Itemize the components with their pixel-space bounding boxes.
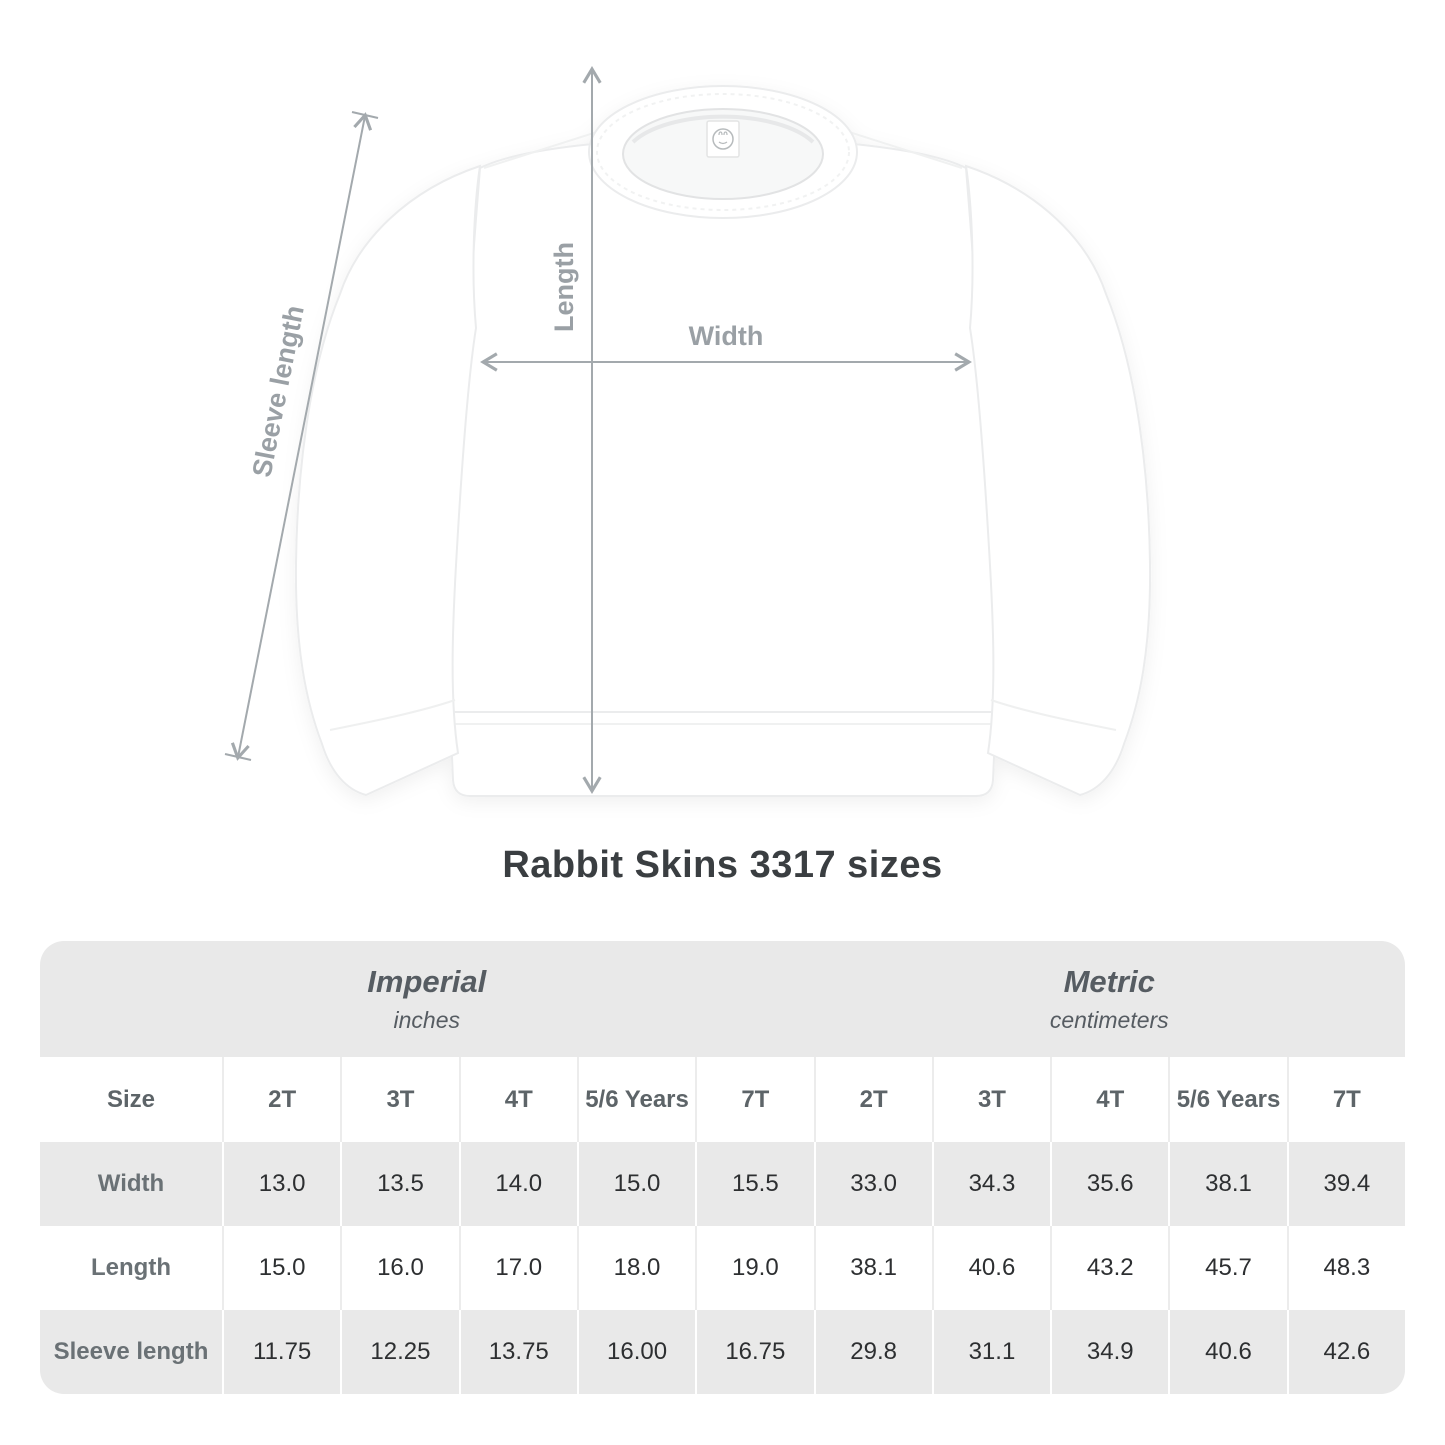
size-column-header: Size bbox=[106, 1085, 156, 1113]
table-row-width bbox=[40, 1142, 1405, 1226]
unit-group-row bbox=[40, 941, 1405, 1057]
metric-title: Metric bbox=[1063, 964, 1155, 999]
length-metric-2t: 38.1 bbox=[814, 1226, 932, 1310]
sleeve-metric-3t: 31.1 bbox=[932, 1310, 1050, 1394]
width-imperial-56y: 15.0 bbox=[577, 1142, 695, 1226]
col-header-metric-7t: 7T bbox=[1287, 1057, 1405, 1142]
sleeve-imperial-56y: 16.00 bbox=[577, 1310, 695, 1394]
sleeve-metric-4t: 34.9 bbox=[1050, 1310, 1168, 1394]
col-header-imperial-4t: 4T bbox=[459, 1057, 577, 1142]
col-header-imperial-7t: 7T bbox=[695, 1057, 813, 1142]
length-imperial-7t: 19.0 bbox=[695, 1226, 813, 1310]
row-label-width: Width bbox=[97, 1170, 165, 1197]
sleeve-metric-56y: 40.6 bbox=[1168, 1310, 1286, 1394]
width-imperial-3t: 13.5 bbox=[340, 1142, 458, 1226]
width-metric-3t: 34.3 bbox=[932, 1142, 1050, 1226]
imperial-unit: inches bbox=[393, 1007, 460, 1033]
col-header-metric-56y: 5/6 Years bbox=[1168, 1057, 1286, 1142]
metric-unit: centimeters bbox=[1049, 1007, 1169, 1033]
width-imperial-7t: 15.5 bbox=[695, 1142, 813, 1226]
width-label: Width bbox=[688, 321, 764, 351]
length-imperial-4t: 17.0 bbox=[459, 1226, 577, 1310]
col-header-metric-2t: 2T bbox=[814, 1057, 932, 1142]
length-imperial-2t: 15.0 bbox=[222, 1226, 340, 1310]
sleeve-imperial-7t: 16.75 bbox=[695, 1310, 813, 1394]
sleeve-imperial-2t: 11.75 bbox=[222, 1310, 340, 1394]
col-header-imperial-56y: 5/6 Years bbox=[577, 1057, 695, 1142]
sweatshirt-image bbox=[296, 86, 1150, 796]
imperial-group-header bbox=[40, 941, 814, 1057]
row-label-length: Length bbox=[91, 1254, 171, 1281]
sleeve-length-label: Sleeve length bbox=[246, 302, 310, 480]
length-imperial-3t: 16.0 bbox=[340, 1226, 458, 1310]
width-imperial-4t: 14.0 bbox=[459, 1142, 577, 1226]
table-row-sleeve-length bbox=[40, 1310, 1405, 1394]
length-metric-7t: 48.3 bbox=[1287, 1226, 1405, 1310]
page-title: Rabbit Skins 3317 sizes bbox=[502, 844, 943, 886]
col-header-imperial-3t: 3T bbox=[340, 1057, 458, 1142]
length-label: Length bbox=[549, 242, 579, 332]
brand-tag bbox=[707, 121, 739, 157]
sleeve-metric-7t: 42.6 bbox=[1287, 1310, 1405, 1394]
row-label-sleeve-length: Sleeve length bbox=[53, 1338, 209, 1365]
col-header-metric-4t: 4T bbox=[1050, 1057, 1168, 1142]
width-metric-4t: 35.6 bbox=[1050, 1142, 1168, 1226]
length-imperial-56y: 18.0 bbox=[577, 1226, 695, 1310]
width-imperial-2t: 13.0 bbox=[222, 1142, 340, 1226]
column-header-row bbox=[40, 1057, 1405, 1142]
sleeve-imperial-3t: 12.25 bbox=[340, 1310, 458, 1394]
width-metric-56y: 38.1 bbox=[1168, 1142, 1286, 1226]
imperial-title: Imperial bbox=[367, 964, 487, 999]
length-metric-4t: 43.2 bbox=[1050, 1226, 1168, 1310]
sleeve-imperial-4t: 13.75 bbox=[459, 1310, 577, 1394]
sleeve-metric-2t: 29.8 bbox=[814, 1310, 932, 1394]
width-metric-7t: 39.4 bbox=[1287, 1142, 1405, 1226]
metric-group-header bbox=[814, 941, 1406, 1057]
length-metric-3t: 40.6 bbox=[932, 1226, 1050, 1310]
width-metric-2t: 33.0 bbox=[814, 1142, 932, 1226]
col-header-imperial-2t: 2T bbox=[222, 1057, 340, 1142]
length-metric-56y: 45.7 bbox=[1168, 1226, 1286, 1310]
col-header-metric-3t: 3T bbox=[932, 1057, 1050, 1142]
sweatshirt-body bbox=[450, 138, 996, 712]
table-row-length bbox=[40, 1226, 1405, 1310]
size-table bbox=[40, 941, 1405, 1394]
